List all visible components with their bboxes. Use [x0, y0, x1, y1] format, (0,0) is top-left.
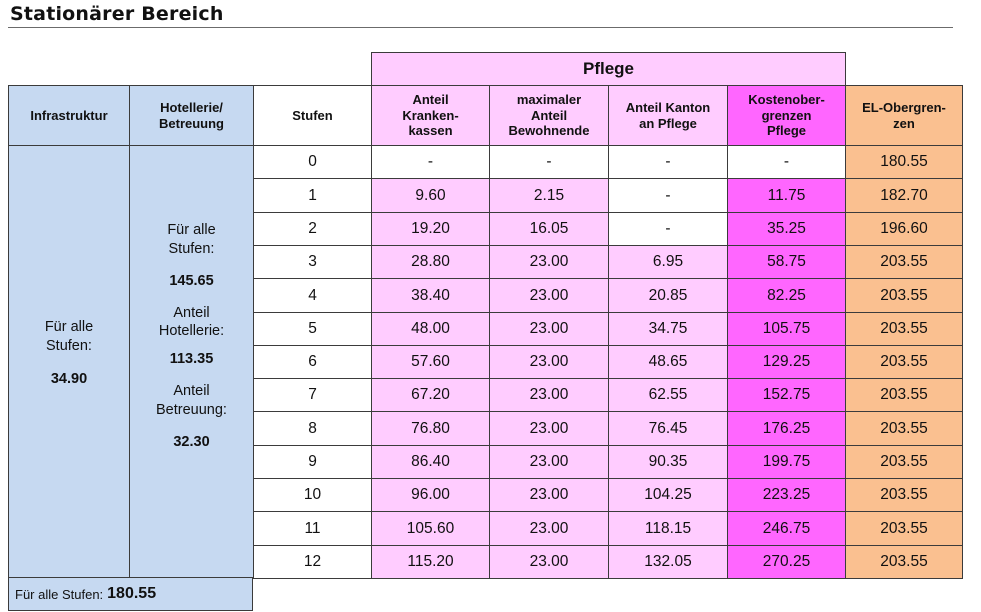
el-obergrenzen-cell: 203.55	[845, 411, 963, 446]
anteil-bewohnende-cell: 23.00	[489, 545, 609, 579]
kostenobergrenzen-cell: 58.75	[727, 245, 846, 279]
el-obergrenzen-cell: 203.55	[845, 278, 963, 313]
header-kk-line2: Kranken-	[402, 107, 459, 123]
stufe-cell: 2	[253, 212, 372, 246]
footer-total	[8, 577, 253, 611]
anteil-kk-cell: 19.20	[371, 212, 490, 246]
stufe-cell: 12	[253, 545, 372, 579]
el-obergrenzen-cell: 180.55	[845, 145, 963, 179]
footer-value: 180.55	[107, 585, 157, 602]
anteil-kk-cell: 28.80	[371, 245, 490, 279]
stufe-cell: 7	[253, 378, 372, 412]
anteil-kk-cell: 96.00	[371, 478, 490, 512]
stufe-cell: 3	[253, 245, 372, 279]
page-title: Stationärer Bereich	[10, 3, 224, 25]
betreuung-label1: Anteil	[173, 383, 210, 400]
header-el-line2: zen	[893, 115, 915, 131]
header-kostenobergrenzen	[727, 85, 846, 146]
kostenobergrenzen-cell: -	[727, 145, 846, 179]
anteil-bewohnende-cell: 23.00	[489, 378, 609, 412]
header-stufen-label: Stufen	[292, 107, 333, 123]
kostenobergrenzen-cell: 270.25	[727, 545, 846, 579]
el-obergrenzen-cell: 203.55	[845, 478, 963, 512]
el-obergrenzen-cell: 196.60	[845, 212, 963, 246]
stufe-cell: 10	[253, 478, 372, 512]
anteil-kk-cell: 38.40	[371, 278, 490, 313]
el-obergrenzen-cell: 203.55	[845, 511, 963, 546]
stufe-cell: 8	[253, 411, 372, 446]
kostenobergrenzen-cell: 82.25	[727, 278, 846, 313]
anteil-bewohnende-cell: 23.00	[489, 312, 609, 346]
anteil-kanton-cell: 6.95	[608, 245, 728, 279]
el-obergrenzen-cell: 203.55	[845, 312, 963, 346]
header-kanton-line1: Anteil Kanton	[625, 99, 711, 115]
anteil-kk-cell: 9.60	[371, 178, 490, 213]
anteil-bewohnende-cell: 23.00	[489, 245, 609, 279]
anteil-bewohnende-cell: 23.00	[489, 511, 609, 546]
anteil-kanton-cell: 90.35	[608, 445, 728, 479]
anteil-bewohnende-cell: 23.00	[489, 478, 609, 512]
kostenobergrenzen-cell: 11.75	[727, 178, 846, 213]
header-anteil-kanton	[608, 85, 728, 146]
header-bew-line3: Bewohnende	[508, 123, 590, 139]
infrastruktur-value: 34.90	[50, 370, 88, 387]
hotellerie-anteil-value: 113.35	[169, 351, 214, 368]
header-hotellerie-line2: Betreuung	[159, 115, 224, 131]
hotellerie-line2: Stufen:	[168, 240, 215, 257]
anteil-kanton-cell: 104.25	[608, 478, 728, 512]
anteil-kk-cell: 76.80	[371, 411, 490, 446]
stufe-cell: 6	[253, 345, 372, 379]
kostenobergrenzen-cell: 129.25	[727, 345, 846, 379]
header-infrastruktur	[8, 85, 130, 146]
betreuung-label2: Betreuung:	[156, 401, 227, 418]
title-divider	[8, 27, 953, 28]
anteil-bewohnende-cell: 23.00	[489, 445, 609, 479]
hotellerie-total: 145.65	[169, 272, 214, 289]
header-kk-line3: kassen	[408, 123, 453, 139]
el-obergrenzen-cell: 203.55	[845, 345, 963, 379]
hotellerie-anteil-label2: Hotellerie:	[158, 323, 225, 340]
anteil-bewohnende-cell: 23.00	[489, 278, 609, 313]
anteil-kanton-cell: 48.65	[608, 345, 728, 379]
hotellerie-line1: Für alle	[167, 222, 216, 238]
infrastruktur-line2: Stufen:	[46, 337, 92, 354]
anteil-kanton-cell: 132.05	[608, 545, 728, 579]
hotellerie-text	[129, 221, 254, 452]
kostenobergrenzen-cell: 152.75	[727, 378, 846, 412]
kostenobergrenzen-cell: 105.75	[727, 312, 846, 346]
header-kog-line2: grenzen	[761, 107, 812, 123]
stufe-cell: 1	[253, 178, 372, 213]
el-obergrenzen-cell: 182.70	[845, 178, 963, 213]
header-el-obergrenzen	[845, 85, 963, 146]
header-kog-line3: Pflege	[766, 123, 806, 139]
anteil-kk-cell: 57.60	[371, 345, 490, 379]
pflege-label: Pflege	[582, 58, 635, 78]
el-obergrenzen-cell: 203.55	[845, 378, 963, 412]
anteil-kk-cell: -	[371, 145, 490, 179]
stufe-cell: 0	[253, 145, 372, 179]
infrastruktur-line1: Für alle	[44, 319, 94, 335]
anteil-kanton-cell: -	[608, 212, 728, 246]
header-hotellerie-line1: Hotellerie/	[160, 99, 223, 115]
pflege-group-header	[371, 52, 846, 86]
header-stufen	[253, 85, 372, 146]
stufe-cell: 9	[253, 445, 372, 479]
header-el-line1: EL-Obergren-	[862, 99, 946, 115]
anteil-kk-cell: 67.20	[371, 378, 490, 412]
anteil-kk-cell: 105.60	[371, 511, 490, 546]
anteil-kanton-cell: -	[608, 178, 728, 213]
anteil-kanton-cell: 118.15	[608, 511, 728, 546]
stufe-cell: 11	[253, 511, 372, 546]
stufe-cell: 5	[253, 312, 372, 346]
el-obergrenzen-cell: 203.55	[845, 445, 963, 479]
header-kog-line1: Kostenober-	[748, 92, 825, 108]
anteil-kk-cell: 115.20	[371, 545, 490, 579]
footer-label: Für alle Stufen:	[15, 586, 104, 602]
hotellerie-anteil-label1: Anteil	[173, 304, 210, 321]
anteil-kanton-cell: -	[608, 145, 728, 179]
kostenobergrenzen-cell: 223.25	[727, 478, 846, 512]
anteil-kk-cell: 48.00	[371, 312, 490, 346]
kostenobergrenzen-cell: 199.75	[727, 445, 846, 479]
header-hotellerie	[129, 85, 254, 146]
anteil-kanton-cell: 76.45	[608, 411, 728, 446]
anteil-bewohnende-cell: -	[489, 145, 609, 179]
header-anteil-krankenkassen	[371, 85, 490, 146]
kostenobergrenzen-cell: 35.25	[727, 212, 846, 246]
kostenobergrenzen-cell: 176.25	[727, 411, 846, 446]
betreuung-value: 32.30	[173, 433, 210, 450]
header-kk-line1: Anteil	[412, 92, 449, 108]
anteil-kk-cell: 86.40	[371, 445, 490, 479]
kostenobergrenzen-cell: 246.75	[727, 511, 846, 546]
header-kanton-line2: an Pflege	[639, 115, 697, 131]
header-bew-line1: maximaler	[516, 92, 582, 108]
anteil-bewohnende-cell: 23.00	[489, 411, 609, 446]
anteil-bewohnende-cell: 23.00	[489, 345, 609, 379]
infrastruktur-text	[8, 318, 130, 389]
el-obergrenzen-cell: 203.55	[845, 545, 963, 579]
header-infrastruktur-label: Infrastruktur	[30, 107, 108, 123]
header-bew-line2: Anteil	[530, 107, 568, 123]
anteil-kanton-cell: 62.55	[608, 378, 728, 412]
stufe-cell: 4	[253, 278, 372, 313]
anteil-bewohnende-cell: 2.15	[489, 178, 609, 213]
anteil-kanton-cell: 20.85	[608, 278, 728, 313]
header-max-anteil-bewohnende	[489, 85, 609, 146]
el-obergrenzen-cell: 203.55	[845, 245, 963, 279]
anteil-kanton-cell: 34.75	[608, 312, 728, 346]
anteil-bewohnende-cell: 16.05	[489, 212, 609, 246]
